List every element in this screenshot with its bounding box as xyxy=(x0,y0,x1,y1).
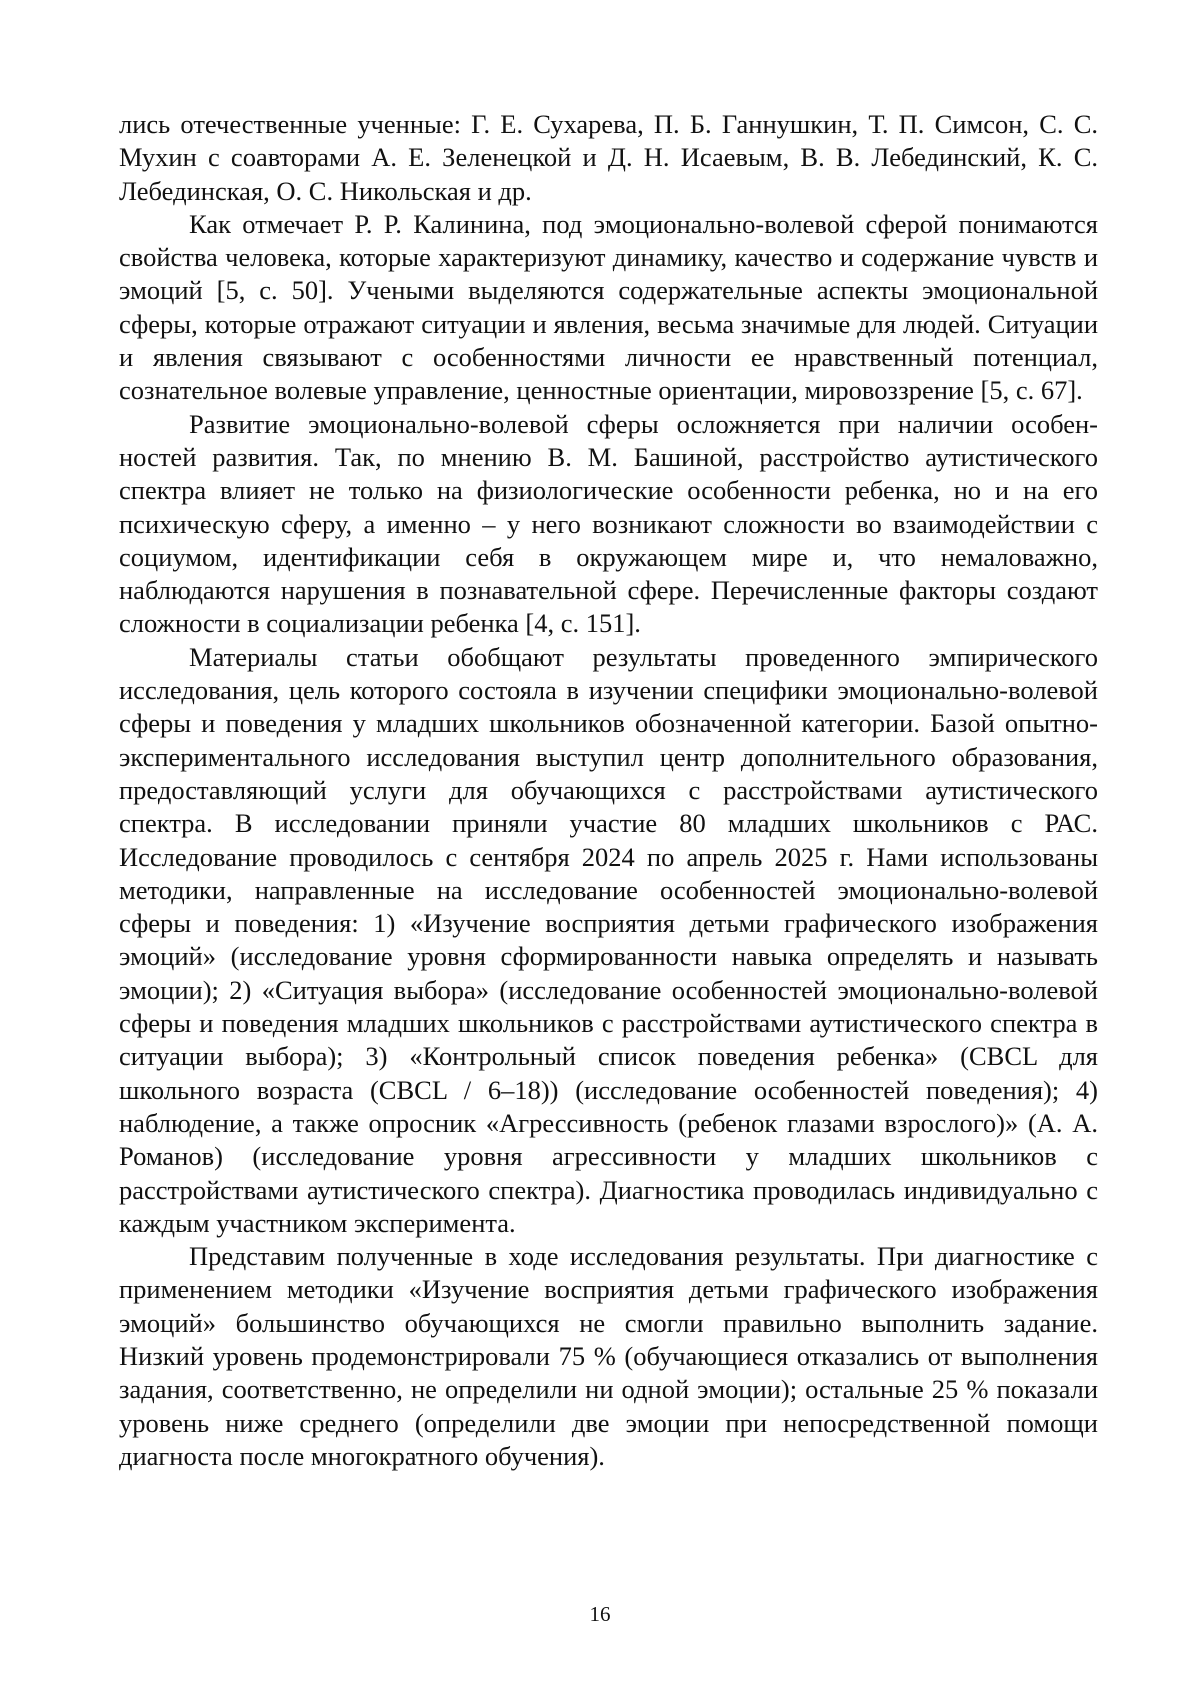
document-page xyxy=(119,108,1098,1473)
paragraph-results: Представим полученные в ходе исследования результаты. При диагностике с применением методики «Изучение восприятия детьми графического изображения эмоций» большинство обучающихся не смогли правильно выполнить задание. Низкий уровень продемонстрировали 75 % (обучающиеся отказались от выполнения задания, соответственно, не определили ни одной эмоции); остальные 25 % показали уровень ниже среднего (определили две эмоции при непосредственной помощи диагноста после многократного обучения). xyxy=(119,1241,1098,1471)
paragraph-continuation: лись отечественные ученные: Г. Е. Сухарева, П. Б. Ганнушкин, Т. П. Симсон, С. С. Мухин с соавторами А. Е. Зеленецкой и Д. Н. Исаевым, В. В. Лебединский, К. С. Лебединская, О. С. Никольская и др. xyxy=(119,109,1098,206)
paragraph-kalinina: Как отмечает Р. Р. Калинина, под эмоционально-волевой сферой понимаются свойства человека, которые характеризуют динамику, качество и содержание чувств и эмоций [5, с. 50]. Учеными выделяются содержательные аспекты эмоциональной сферы, которые отражают ситуации и явления, весьма значимые для людей. Ситуации и явления связывают с особенностями личности ее нравственный потенциал, сознательное волевые управление, ценностные ориентации, мировоззрение [5, с. 67]. xyxy=(119,208,1098,406)
paragraph-materials: Материалы статьи обобщают результаты проведенного эмпирического исследования, цель которого состояла в изучении специфики эмоционально-волевой сферы и поведения у младших школьников обозначенной категории. Базой опытно-экспериментального исследования выступил центр дополнительного образования, предоставляющий услуги для обучающихся с расстройствами аутистического спектра. В исследовании приняли участие 80 младших школьников с РАС. Исследование проводилось с сентября 2024 по апрель 2025 г. Нами использованы методики, направленные на исследование особенностей эмоционально-волевой сферы и поведения: 1) «Изучение восприятия детьми графического изображения эмоций» (исследование уровня сформированности навыка определять и называть эмоции); 2) «Ситуация выбора» (исследование особенностей эмоционально-волевой сферы и поведения младших школьников с расстройствами аутистического спектра в ситуации выбора); 3) «Контрольный список поведения ребенка» (CBCL для школьного возраста (CBCL / 6–18)) (исследование особенностей поведения); 4) наблюдение, а также опросник «Агрессивность (ребенок глазами взрослого)» (А. А. Романов) (исследование уровня агрессивности у младших школьников с расстройствами аутистического спектра). Диагностика проводилась индивидуально с каждым участником эксперимента. xyxy=(119,641,1098,1238)
paragraph-development: Развитие эмоционально-волевой сферы осложняется при наличии особенностей развития. Так, по мнению В. М. Башиной, расстройство аутистического спектра влияет не только на физиологические особенности ребенка, но и на его психическую сферу, а именно – у него возникают сложности во взаимодействии с социумом, идентификации себя в окружающем мире и, что немаловажно, наблюдаются нарушения в познавательной сфере. Перечисленные факторы создают сложности в социализации ребенка [4, с. 151]. xyxy=(119,408,1098,639)
page-number: 16 xyxy=(589,1602,611,1626)
